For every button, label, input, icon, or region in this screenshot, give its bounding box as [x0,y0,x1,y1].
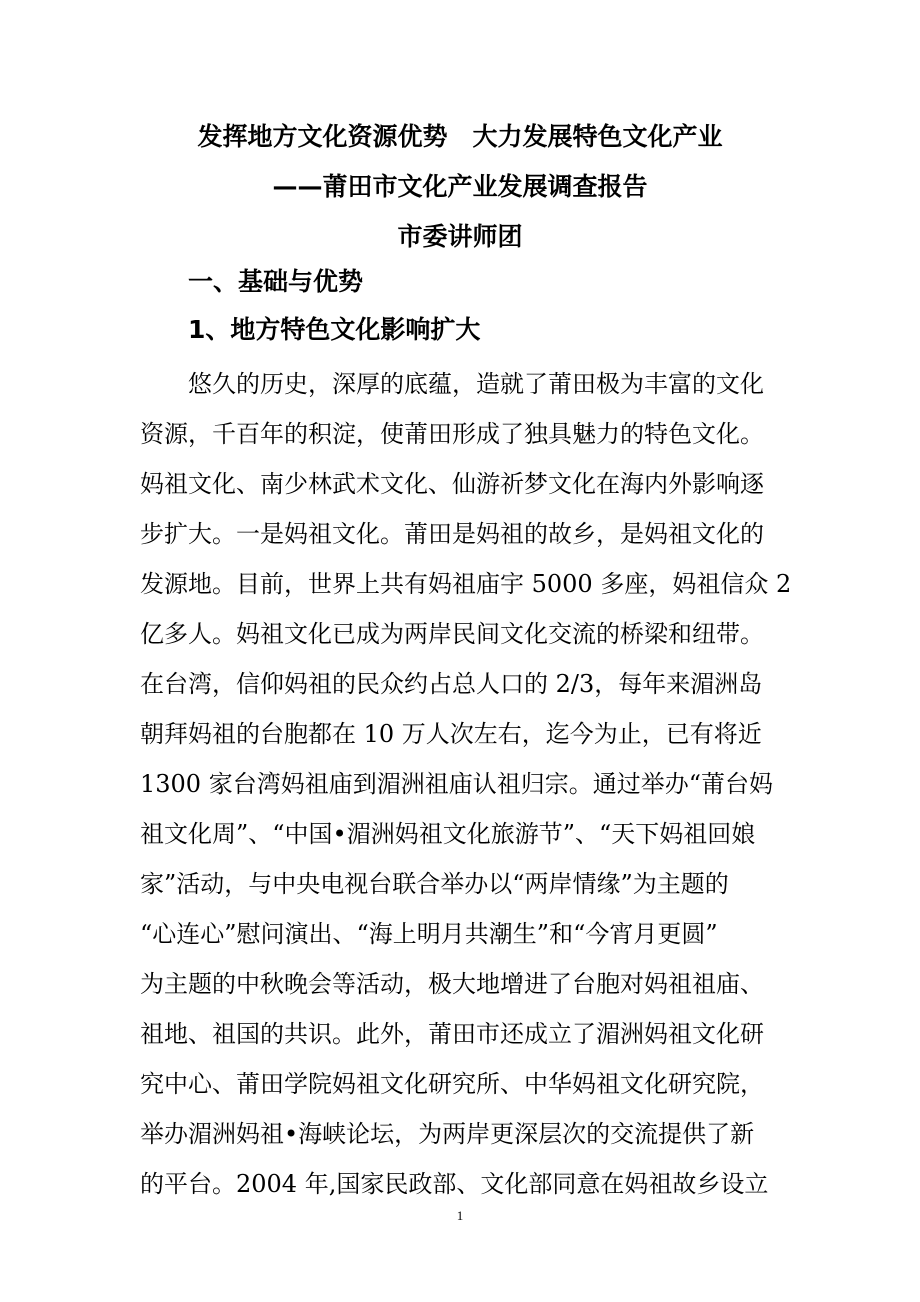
body-line: 祖文化周”、“中国•湄洲妈祖文化旅游节”、“天下妈祖回娘 [140,820,756,848]
body-line: 发源地。目前，世界上共有妈祖庙宇 5000 多座，妈祖信众 2 [140,570,792,598]
body-line: “心连心”慰问演出、“海上明月共潮生”和“今宵月更圆” [140,920,718,948]
body-line: 家”活动，与中央电视台联合举办以“两岸情缘”为主题的 [140,870,729,898]
subsection-heading: 1、地方特色文化影响扩大 [188,315,481,344]
body-line: 亿多人。妈祖文化已成为两岸民间文化交流的桥梁和纽带。 [140,620,764,648]
section-heading: 一、基础与优势 [188,267,364,296]
body-line: 朝拜妈祖的台胞都在 10 万人次左右，迄今为止，已有将近 [140,720,762,748]
body-line: 悠久的历史，深厚的底蕴，造就了莆田极为丰富的文化 [188,370,764,398]
body-line: 为主题的中秋晚会等活动，极大地增进了台胞对妈祖祖庙、 [140,970,764,998]
body-line: 究中心、莆田学院妈祖文化研究所、中华妈祖文化研究院， [140,1070,764,1098]
body-line: 步扩大。一是妈祖文化。莆田是妈祖的故乡，是妈祖文化的 [140,520,764,548]
body-line: 举办湄洲妈祖•海峡论坛，为两岸更深层次的交流提供了新 [140,1120,755,1148]
page-number: 1 [456,1208,464,1223]
body-line: 祖地、祖国的共识。此外，莆田市还成立了湄洲妈祖文化研 [140,1020,764,1048]
body-line: 1300 家台湾妈祖庙到湄洲祖庙认祖归宗。通过举办“莆台妈 [140,770,773,798]
body-line: 妈祖文化、南少林武术文化、仙游祈梦文化在海内外影响逐 [140,470,764,498]
body-line: 资源，千百年的积淀，使莆田形成了独具魅力的特色文化。 [140,420,764,448]
body-paragraph [140,359,792,1209]
document-author: 市委讲师团 [397,222,523,251]
body-line: 的平台。2004 年,国家民政部、文化部同意在妈祖故乡设立 [140,1170,769,1198]
body-line: 在台湾，信仰妈祖的民众约占总人口的 2/3，每年来湄洲岛 [140,670,763,698]
document-title: 发挥地方文化资源优势 大力发展特色文化产业 [197,122,723,151]
document-subtitle: ——莆田市文化产业发展调查报告 [272,172,648,201]
